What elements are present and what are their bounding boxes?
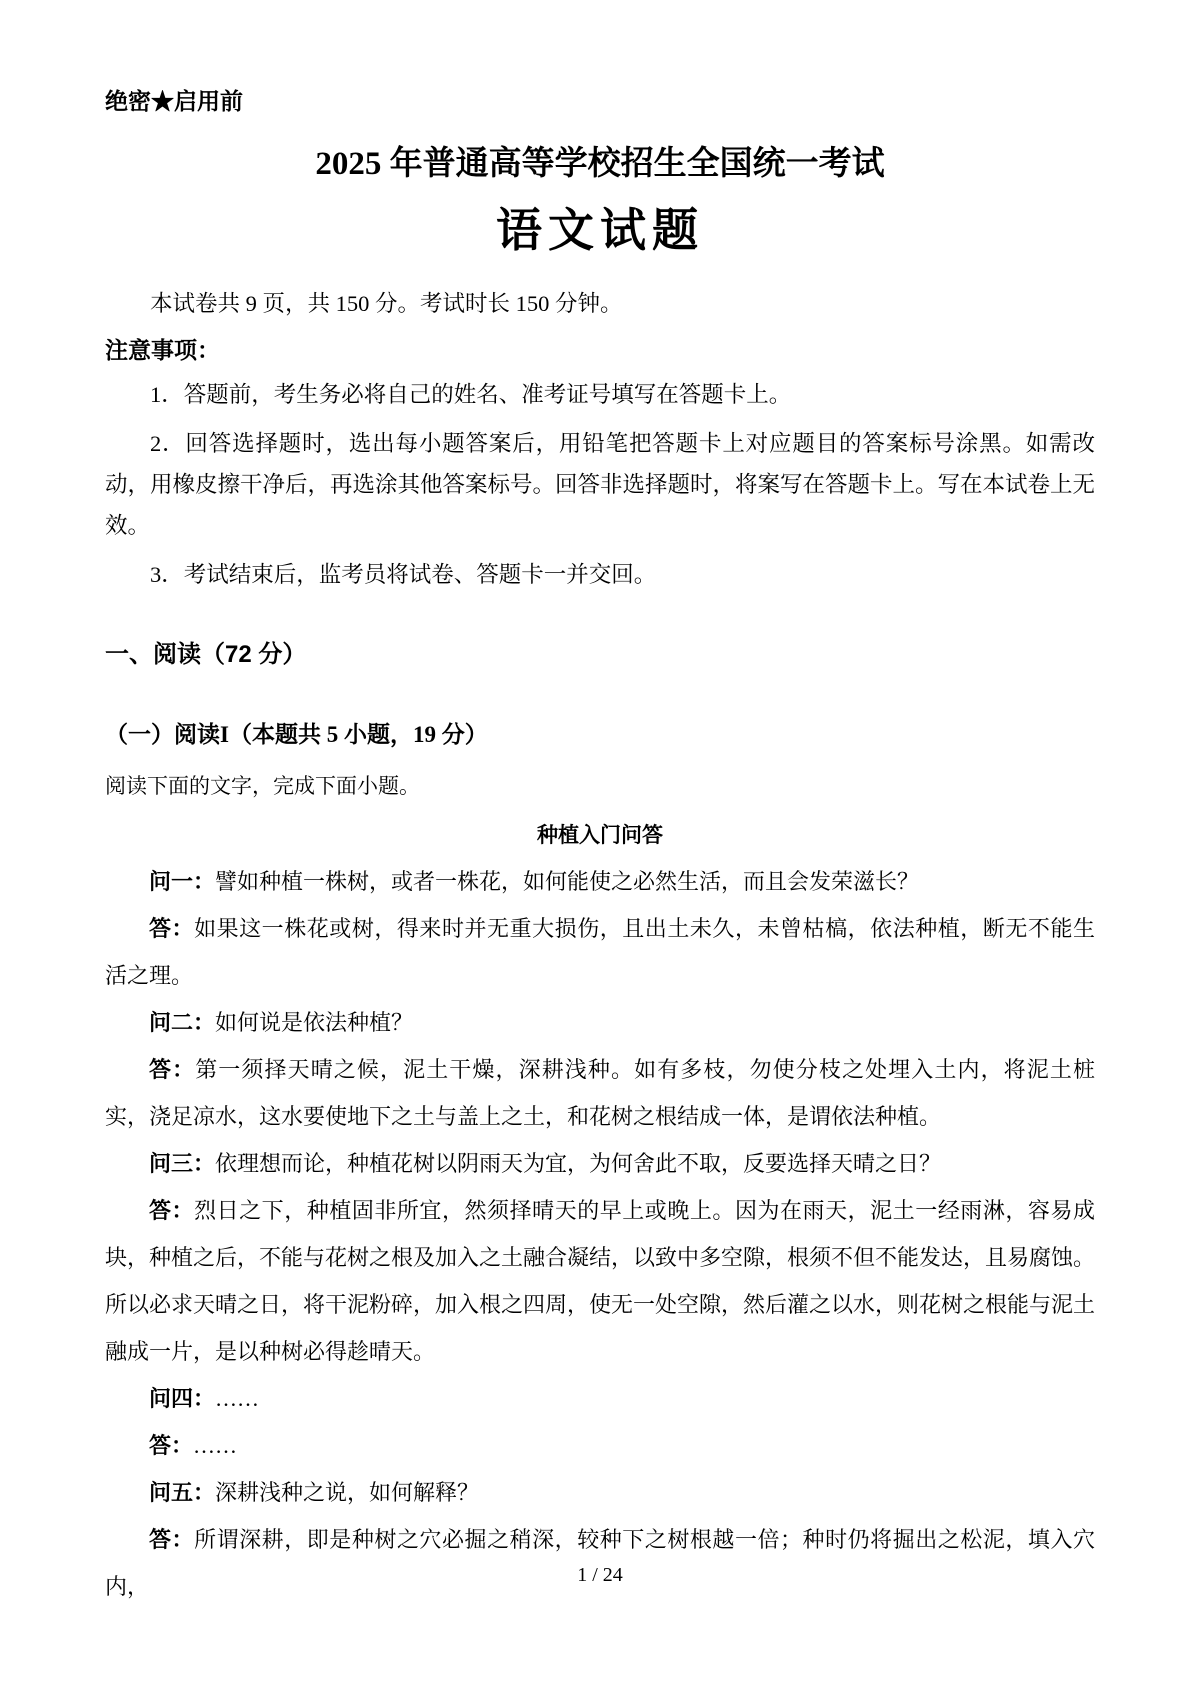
qa-text: …… <box>215 1386 260 1411</box>
qa-label: 问五： <box>149 1480 216 1505</box>
note-item-1: 1．答题前，考生务必将自己的姓名、准考证号填写在答题卡上。 <box>150 382 792 407</box>
qa-label: 问三： <box>149 1151 216 1176</box>
qa-text: 所谓深耕，即是种树之穴必掘之稍深，较种下之树根越一倍；种时仍将掘出之松泥，填入穴内， <box>105 1527 1095 1599</box>
qa-label: 问二： <box>149 1010 216 1035</box>
notes-heading: 注意事项： <box>105 337 220 363</box>
subsection-heading-reading-1: （一）阅读I（本题共 5 小题，19 分） <box>105 722 488 747</box>
qa-label: 答： <box>149 1057 196 1082</box>
passage-title: 种植入门问答 <box>537 823 663 847</box>
qa-question-3 <box>105 1140 1095 1187</box>
qa-question-1 <box>105 858 1095 905</box>
reading-instruction: 阅读下面的文字，完成下面小题。 <box>105 774 420 798</box>
section-heading-reading: 一、阅读（72 分） <box>105 641 307 668</box>
passage-body <box>105 858 1095 1610</box>
qa-question-4 <box>105 1375 1095 1422</box>
subject-title: 语文试题 <box>496 204 704 256</box>
qa-answer-2 <box>105 1046 1095 1140</box>
qa-label: 问四： <box>149 1386 216 1411</box>
qa-answer-1 <box>105 905 1095 999</box>
page-number: 1 / 24 <box>577 1564 623 1586</box>
qa-label: 答： <box>149 1433 194 1458</box>
qa-answer-3 <box>105 1187 1095 1375</box>
exam-info-line: 本试卷共 9 页，共 150 分。考试时长 150 分钟。 <box>150 291 623 316</box>
qa-label: 答： <box>149 916 195 941</box>
qa-text: 深耕浅种之说，如何解释？ <box>215 1480 480 1505</box>
note-item-2: 2．回答选择题时，选出每小题答案后，用铅笔把答题卡上对应题目的答案标号涂黑。如需改动，用橡皮擦干净后，再选涂其他答案标号。回答非选择题时，将案写在答题卡上。写在本试卷上无效。 <box>105 431 1096 538</box>
qa-text: 依理想而论，种植花树以阴雨天为宜，为何舍此不取，反要选择天晴之日？ <box>215 1151 942 1176</box>
qa-text: 如果这一株花或树，得来时并无重大损伤，且出土未久，未曾枯槁，依法种植，断无不能生活之理。 <box>105 916 1095 988</box>
qa-text: 烈日之下，种植固非所宜，然须择晴天的早上或晚上。因为在雨天，泥土一经雨淋，容易成块，种植之后，不能与花树之根及加入之土融合凝结，以致中多空隙，根须不但不能发达，且易腐蚀。所以必求天晴之日，将干泥粉碎，加入根之四周，使无一处空隙，然后灌之以水，则花树之根能与泥土融成一片，是以种树必得趁晴天。 <box>105 1198 1096 1364</box>
qa-text: 譬如种植一株树，或者一株花，如何能使之必然生活，而且会发荣滋长？ <box>215 869 920 894</box>
qa-text: …… <box>193 1433 238 1458</box>
qa-answer-4 <box>105 1422 1095 1469</box>
qa-text: 第一须择天晴之候，泥土干燥，深耕浅种。如有多枝，勿使分枝之处埋入土内，将泥土桩实，浇足凉水，这水要使地下之土与盖上之土，和花树之根结成一体，是谓依法种植。 <box>105 1057 1095 1129</box>
qa-label: 答： <box>149 1527 195 1552</box>
classification-label: 绝密★启用前 <box>105 88 243 114</box>
qa-label: 答： <box>149 1198 195 1223</box>
note-item-3: 3．考试结束后，监考员将试卷、答题卡一并交回。 <box>150 562 657 587</box>
qa-question-2 <box>105 999 1095 1046</box>
exam-title: 2025 年普通高等学校招生全国统一考试 <box>315 146 885 182</box>
qa-text: 如何说是依法种植？ <box>215 1010 414 1035</box>
qa-label: 问一： <box>149 869 216 894</box>
qa-question-5 <box>105 1469 1095 1516</box>
